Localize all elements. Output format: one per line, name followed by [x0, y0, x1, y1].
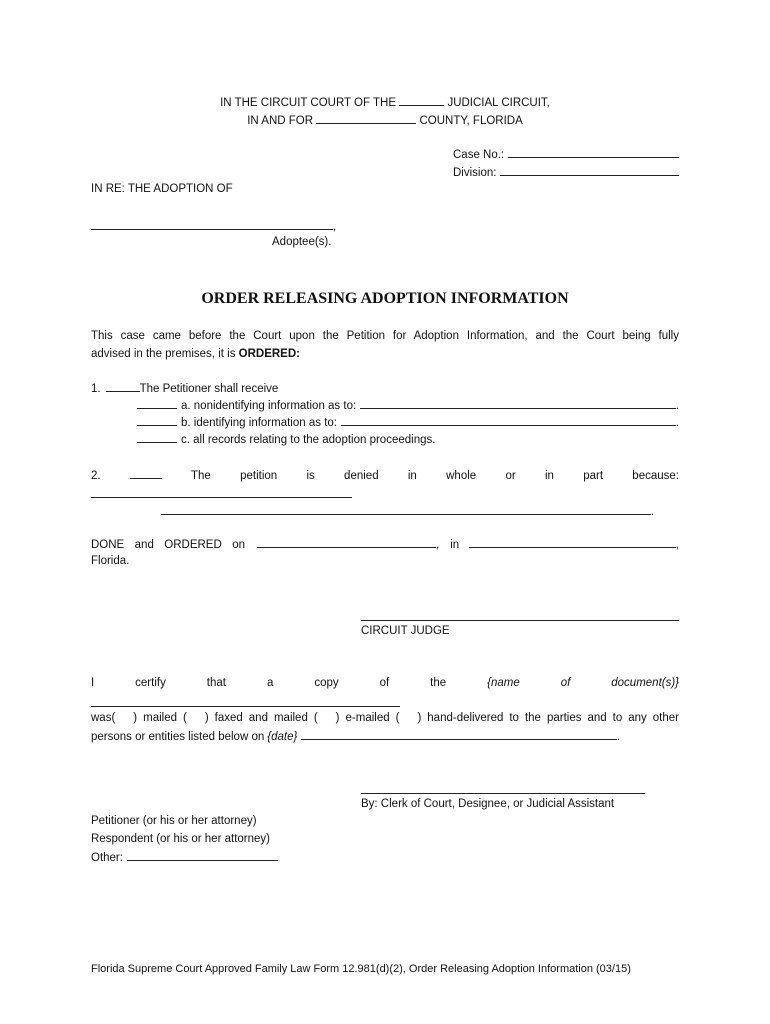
- item-1-row: [91, 381, 278, 396]
- county-header-line: [0, 113, 770, 128]
- order-date-field[interactable]: [257, 537, 436, 548]
- court-prefix: IN THE CIRCUIT COURT OF THE: [220, 97, 397, 109]
- division-label: Division:: [453, 167, 497, 179]
- division-field[interactable]: [500, 165, 679, 176]
- option-b-row: [137, 415, 679, 430]
- division-row: [453, 165, 679, 180]
- recipient-petitioner: Petitioner (or his or her attorney): [91, 815, 257, 827]
- certificate-period: .: [616, 731, 620, 743]
- clerk-label: By: Clerk of Court, Designee, or Judicial Assistant: [361, 798, 615, 810]
- adoptee-name-row: [91, 219, 336, 234]
- recipient-other-row: [91, 850, 278, 865]
- option-b-period: .: [675, 417, 679, 429]
- date-placeholder: {date}: [267, 731, 298, 743]
- receive-check-field[interactable]: [106, 381, 140, 392]
- county-prefix: IN AND FOR: [247, 115, 314, 127]
- item-2-text: The petition is denied in whole or in part because:: [190, 470, 679, 482]
- certificate-line-3: [91, 729, 620, 744]
- adoptee-name-field[interactable]: [91, 219, 333, 230]
- judge-signature-line: [361, 620, 679, 621]
- service-method-text: was( ) mailed ( ) faxed and mailed ( ) e-mailed ( ) hand-delivered to the parties and to any other: [91, 712, 679, 724]
- option-b-check-field[interactable]: [137, 415, 177, 426]
- denial-reason-field[interactable]: [91, 497, 352, 498]
- circuit-judge-label: CIRCUIT JUDGE: [361, 625, 450, 637]
- intro-line-1: [91, 329, 679, 343]
- item-2-number: 2.: [91, 470, 101, 482]
- adoptee-comma: ,: [333, 221, 337, 233]
- clerk-signature-line: [361, 793, 645, 794]
- option-c-check-field[interactable]: [137, 432, 177, 443]
- done-comma-1: ,: [436, 539, 440, 551]
- other-label: Other:: [91, 852, 123, 864]
- intro-text-2: advised in the premises, it is: [91, 348, 236, 360]
- intro-line-2: [91, 347, 300, 361]
- denial-reason-row: [161, 504, 654, 519]
- option-a-row: [137, 398, 679, 413]
- court-suffix: JUDICIAL CIRCUIT,: [447, 97, 550, 109]
- option-a-check-field[interactable]: [137, 398, 177, 409]
- case-number-label: Case No.:: [453, 149, 505, 161]
- document-title: ORDER RELEASING ADOPTION INFORMATION: [201, 290, 569, 307]
- item-2-row: [91, 468, 679, 483]
- service-date-field[interactable]: [301, 729, 616, 740]
- in-re-caption: IN RE: THE ADOPTION OF: [91, 183, 233, 195]
- county-field[interactable]: [316, 113, 416, 124]
- done-in-label: in: [450, 539, 460, 551]
- document-name-placeholder: {name of document(s)}: [487, 677, 680, 689]
- court-header-line: [0, 95, 770, 110]
- item-1-text: The Petitioner shall receive: [139, 383, 279, 395]
- denial-reason-period: .: [650, 506, 654, 518]
- order-location-field[interactable]: [469, 537, 676, 548]
- denial-reason-field-2[interactable]: [161, 504, 651, 515]
- county-suffix: COUNTY, FLORIDA: [419, 115, 523, 127]
- intro-text-1: This case came before the Court upon the Petition for Adoption Information, and the Court being fully: [91, 330, 679, 342]
- form-footer: Florida Supreme Court Approved Family Law Form 12.981(d)(2), Order Releasing Adoption Information (03/15): [91, 963, 631, 975]
- case-number-row: [453, 147, 679, 162]
- other-recipient-field[interactable]: [127, 850, 278, 861]
- judicial-circuit-field[interactable]: [399, 95, 444, 106]
- option-c-row: [137, 432, 435, 447]
- option-c-label: c. all records relating to the adoption proceedings.: [181, 434, 436, 446]
- case-number-field[interactable]: [508, 147, 679, 158]
- denial-check-field[interactable]: [130, 468, 162, 479]
- nonidentifying-info-field[interactable]: [360, 398, 676, 409]
- option-b-label: b. identifying information as to:: [181, 417, 337, 429]
- ordered-keyword: ORDERED:: [238, 348, 300, 360]
- done-ordered-row: [91, 537, 679, 552]
- done-comma-2: ,: [675, 539, 679, 551]
- option-a-period: .: [675, 400, 679, 412]
- done-ordered-label: DONE and ORDERED on: [91, 539, 245, 551]
- florida-label: Florida.: [91, 555, 130, 567]
- adoptee-label: Adoptee(s).: [272, 236, 332, 248]
- certificate-line-2: [91, 711, 679, 725]
- document-name-field[interactable]: [91, 706, 400, 707]
- certificate-text-3: persons or entities listed below on: [91, 731, 265, 743]
- option-a-label: a. nonidentifying information as to:: [181, 400, 357, 412]
- identifying-info-field[interactable]: [341, 415, 676, 426]
- item-1-number: 1.: [91, 383, 101, 395]
- recipient-respondent: Respondent (or his or her attorney): [91, 833, 270, 845]
- certificate-line-1: [91, 676, 679, 690]
- certificate-text-1: I certify that a copy of the: [91, 677, 447, 689]
